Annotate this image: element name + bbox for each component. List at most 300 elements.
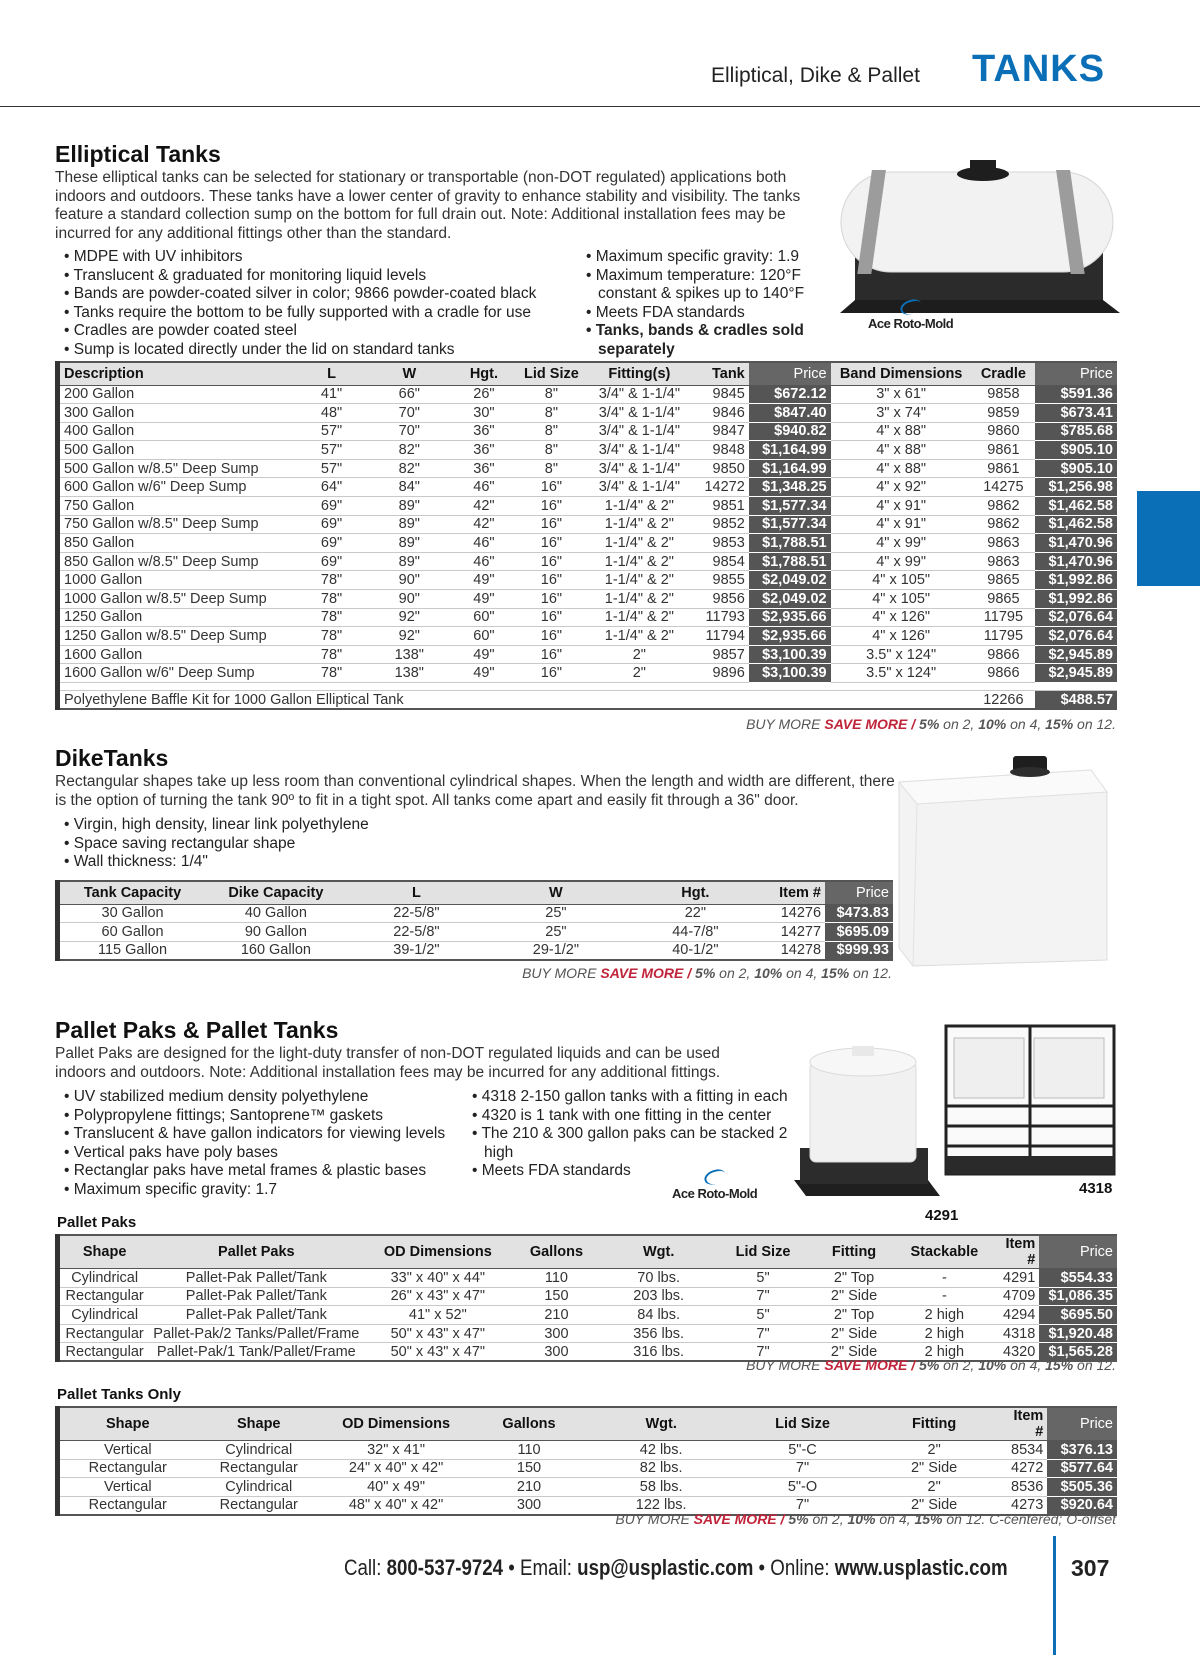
ace-roto-mold-logo: Ace Roto-Mold — [868, 300, 953, 331]
table-cell: 2" Side — [871, 1496, 998, 1515]
table-cell: 33" x 40" x 44" — [363, 1269, 512, 1288]
bullet: • The 210 & 300 gallon paks can be stacked 2 high — [472, 1125, 797, 1162]
table-cell: 850 Gallon w/8.5" Deep Sump — [58, 552, 295, 571]
price-cell: $505.36 — [1047, 1478, 1117, 1497]
page-number: 307 — [1071, 1555, 1110, 1581]
table-cell: 203 lbs. — [601, 1287, 717, 1306]
table-cell: Vertical — [58, 1478, 196, 1497]
table-cell: Rectangular — [196, 1496, 322, 1515]
table-cell: 3/4" & 1-1/4" — [585, 385, 693, 404]
column-header: Pallet Paks — [149, 1235, 363, 1269]
bullet: • Wall thickness: 1/4" — [64, 853, 564, 872]
table-cell: 16" — [518, 590, 585, 609]
table-cell: 84 lbs. — [601, 1306, 717, 1325]
bullet: • Maximum specific gravity: 1.7 — [64, 1181, 474, 1200]
price-cell: $847.40 — [749, 404, 831, 423]
table-cell: 1000 Gallon — [58, 571, 295, 590]
footer-divider — [1053, 1536, 1056, 1655]
table-cell: 850 Gallon — [58, 534, 295, 553]
table-cell: 22" — [626, 904, 765, 923]
table-cell: 8" — [518, 422, 585, 441]
column-header: Gallons — [470, 1407, 588, 1441]
bullet: • Tanks require the bottom to be fully supported with a cradle for use — [64, 304, 584, 323]
table-cell: 49" — [450, 664, 517, 683]
table-cell: 9863 — [972, 534, 1035, 553]
section-brand-title: TANKS — [972, 48, 1106, 90]
table-cell: 2" Side — [809, 1324, 899, 1343]
pallet-tanks-caption: Pallet Tanks Only — [57, 1386, 181, 1403]
table-cell: 9846 — [694, 404, 749, 423]
table-cell: Pallet-Pak/2 Tanks/Pallet/Frame — [149, 1324, 363, 1343]
table-cell: 4" x 91" — [831, 515, 972, 534]
table-cell: 70 lbs. — [601, 1269, 717, 1288]
price-cell: $1,577.34 — [749, 497, 831, 516]
table-cell: 78" — [295, 645, 369, 664]
table-row — [58, 1441, 1118, 1460]
price-cell: $1,462.58 — [1035, 515, 1117, 534]
column-header: W — [368, 362, 450, 385]
table-cell: Vertical — [58, 1441, 196, 1460]
table-cell: 42" — [450, 497, 517, 516]
table-row — [58, 478, 1118, 497]
image-label-4318: 4318 — [1079, 1180, 1113, 1197]
table-cell: 14277 — [765, 923, 825, 942]
pallet-intro: Pallet Paks are designed for the light-duty transfer of non-DOT regulated liquids and can be used indoors and outdoors. Note: Additional installation fees may be incurred for any additional fittings. — [55, 1045, 721, 1081]
website-link[interactable]: www.usplastic.com — [834, 1555, 1008, 1580]
table-row — [58, 923, 894, 942]
table-cell: 1-1/4" & 2" — [585, 552, 693, 571]
phone-link[interactable]: 800-537-9724 — [386, 1555, 504, 1580]
table-cell: 2 high — [899, 1306, 990, 1325]
bullet: • Meets FDA standards — [472, 1162, 797, 1181]
elliptical-intro: These elliptical tanks can be selected for stationary or transportable (non-DOT regulated) applications both indoors and outdoors. These tanks have a lower center of gravity to enhance stability and visibility. The tanks feature a standard collection sump on the bottom for full drain out. Note: Additional installation fees may be incurred for any additional fittings other than the standard. — [55, 169, 801, 242]
table-row — [58, 1324, 1118, 1343]
table-cell: 49" — [450, 645, 517, 664]
table-row — [58, 1269, 1118, 1288]
pallet-paks-caption: Pallet Paks — [57, 1214, 137, 1231]
table-cell: 122 lbs. — [588, 1496, 735, 1515]
table-cell: 2" Top — [809, 1269, 899, 1288]
table-cell: 9852 — [694, 515, 749, 534]
table-row — [58, 497, 1118, 516]
table-cell: 40" x 49" — [322, 1478, 470, 1497]
table-cell: 9850 — [694, 459, 749, 478]
table-cell: 11795 — [972, 627, 1035, 646]
table-row — [58, 608, 1118, 627]
table-cell: 3/4" & 1-1/4" — [585, 441, 693, 460]
table-cell: 4" x 99" — [831, 534, 972, 553]
column-header: L — [295, 362, 369, 385]
table-cell: Cylindrical — [196, 1441, 322, 1460]
price-cell: $577.64 — [1047, 1459, 1117, 1478]
price-cell: $695.50 — [1039, 1306, 1117, 1325]
table-cell: 69" — [295, 552, 369, 571]
table-cell: 110 — [512, 1269, 600, 1288]
pallet-pak-rectangular-image — [942, 1018, 1116, 1178]
table-cell: 78" — [295, 590, 369, 609]
price-cell: $1,788.51 — [749, 534, 831, 553]
table-cell: 9865 — [972, 571, 1035, 590]
price-cell: $1,256.98 — [1035, 478, 1117, 497]
table-cell: 82" — [368, 459, 450, 478]
table-cell: Rectangular — [58, 1324, 150, 1343]
table-cell: 4" x 92" — [831, 478, 972, 497]
price-cell: $2,076.64 — [1035, 627, 1117, 646]
table-cell: 1600 Gallon w/6" Deep Sump — [58, 664, 295, 683]
bullet: • Space saving rectangular shape — [64, 835, 564, 854]
table-cell: 4" x 105" — [831, 590, 972, 609]
table-cell: 69" — [295, 515, 369, 534]
table-cell: 1600 Gallon — [58, 645, 295, 664]
table-cell: 4" x 126" — [831, 608, 972, 627]
column-header: Item # — [998, 1407, 1048, 1441]
bullet: • 4320 is 1 tank with one fitting in the center — [472, 1107, 797, 1126]
table-cell: 9851 — [694, 497, 749, 516]
column-header: OD Dimensions — [363, 1235, 512, 1269]
table-cell: 22-5/8" — [347, 923, 486, 942]
table-row — [58, 1478, 1118, 1497]
table-cell: 82" — [368, 441, 450, 460]
ace-roto-mold-logo: Ace Roto-Mold — [672, 1170, 757, 1201]
table-cell: 9859 — [972, 404, 1035, 423]
table-cell: 7" — [717, 1324, 809, 1343]
buy-more-note-pallet-tanks: BUY MORE SAVE MORE / 5% on 2, 10% on 4, 15% on 12. C-centered; O-offset — [615, 1511, 1116, 1527]
table-cell: 64" — [295, 478, 369, 497]
table-cell: 90" — [368, 590, 450, 609]
buy-more-note-paks: BUY MORE SAVE MORE / 5% on 2, 10% on 4, 15% on 12. — [746, 1357, 1116, 1373]
table-cell: 1000 Gallon w/8.5" Deep Sump — [58, 590, 295, 609]
table-row — [58, 1459, 1118, 1478]
table-cell: 78" — [295, 608, 369, 627]
table-cell: 16" — [518, 664, 585, 683]
table-cell: 3/4" & 1-1/4" — [585, 422, 693, 441]
price-cell: $672.12 — [749, 385, 831, 404]
table-cell: Rectangular — [58, 1343, 150, 1362]
table-cell: 200 Gallon — [58, 385, 295, 404]
price-cell: $940.82 — [749, 422, 831, 441]
bullet: • Vertical paks have poly bases — [64, 1144, 474, 1163]
column-header: Price — [1039, 1235, 1117, 1269]
price-cell: $1,348.25 — [749, 478, 831, 497]
column-header: Fitting — [871, 1407, 998, 1441]
table-cell: 8534 — [998, 1441, 1048, 1460]
table-cell: 70" — [368, 422, 450, 441]
table-cell: 2" — [871, 1441, 998, 1460]
table-cell: 69" — [295, 497, 369, 516]
column-header: Wgt. — [601, 1235, 717, 1269]
table-cell: Cylindrical — [58, 1306, 150, 1325]
column-header: Shape — [196, 1407, 322, 1441]
bullet: • Cradles are powder coated steel — [64, 322, 584, 341]
table-cell: 9896 — [694, 664, 749, 683]
table-cell: 3.5" x 124" — [831, 664, 972, 683]
table-cell: 4272 — [998, 1459, 1048, 1478]
table-cell: 14278 — [765, 941, 825, 960]
table-cell: 30 Gallon — [58, 904, 206, 923]
table-cell: 300 — [512, 1343, 600, 1362]
table-cell: 22-5/8" — [347, 904, 486, 923]
table-cell: 48" x 40" x 42" — [322, 1496, 470, 1515]
bullet: • Polypropylene fittings; Santoprene™ gaskets — [64, 1107, 474, 1126]
pallet-paks-table — [55, 1234, 1117, 1362]
table-cell: 2" Side — [809, 1287, 899, 1306]
price-cell: $2,945.89 — [1035, 645, 1117, 664]
table-row — [58, 627, 1118, 646]
table-cell: 9858 — [972, 385, 1035, 404]
table-cell: 58 lbs. — [588, 1478, 735, 1497]
table-cell: 3.5" x 124" — [831, 645, 972, 664]
dike-price-table — [55, 880, 893, 961]
bullet: • Translucent & graduated for monitoring liquid levels — [64, 267, 584, 286]
column-header: Item # — [990, 1235, 1039, 1269]
contact-footer: Call: 800-537-9724 • Email: usp@usplastic.com • Online: www.usplastic.com — [344, 1555, 1008, 1580]
column-header: W — [486, 881, 625, 904]
table-cell: 25" — [486, 923, 625, 942]
table-cell: 90 Gallon — [205, 923, 347, 942]
table-cell: 8" — [518, 404, 585, 423]
table-cell: 41" — [295, 385, 369, 404]
table-cell: 5"-O — [734, 1478, 870, 1497]
table-cell: 46" — [450, 552, 517, 571]
table-cell: 41" x 52" — [363, 1306, 512, 1325]
table-cell: 4709 — [990, 1287, 1039, 1306]
bullet: • Sump is located directly under the lid on standard tanks — [64, 341, 584, 360]
table-cell: 82 lbs. — [588, 1459, 735, 1478]
table-cell: 500 Gallon w/8.5" Deep Sump — [58, 459, 295, 478]
table-cell: 115 Gallon — [58, 941, 206, 960]
price-cell: $1,920.48 — [1039, 1324, 1117, 1343]
table-cell: 16" — [518, 515, 585, 534]
price-cell: $1,470.96 — [1035, 552, 1117, 571]
table-cell: 46" — [450, 478, 517, 497]
email-link[interactable]: usp@usplastic.com — [577, 1555, 754, 1580]
column-header: Fitting — [809, 1235, 899, 1269]
table-cell: 4" x 88" — [831, 422, 972, 441]
dike-bullets — [64, 816, 564, 872]
column-header: Lid Size — [518, 362, 585, 385]
table-cell: 46" — [450, 534, 517, 553]
table-cell: Pallet-Pak Pallet/Tank — [149, 1287, 363, 1306]
column-header: Price — [1047, 1407, 1117, 1441]
table-cell: 3" x 61" — [831, 385, 972, 404]
table-cell: 4" x 88" — [831, 441, 972, 460]
table-cell: 9854 — [694, 552, 749, 571]
price-cell: $591.36 — [1035, 385, 1117, 404]
table-row — [58, 645, 1118, 664]
table-cell: 39-1/2" — [347, 941, 486, 960]
column-header: Gallons — [512, 1235, 600, 1269]
column-header: L — [347, 881, 486, 904]
table-cell: 9855 — [694, 571, 749, 590]
table-cell: - — [899, 1287, 990, 1306]
table-cell: 2" Top — [809, 1306, 899, 1325]
table-cell: Rectangular — [196, 1459, 322, 1478]
bullet: • Virgin, high density, linear link polyethylene — [64, 816, 564, 835]
price-cell: $920.64 — [1047, 1496, 1117, 1515]
table-cell: 16" — [518, 571, 585, 590]
price-cell: $1,086.35 — [1039, 1287, 1117, 1306]
table-cell: 1-1/4" & 2" — [585, 608, 693, 627]
price-cell: $695.09 — [825, 923, 893, 942]
table-cell: 3" x 74" — [831, 404, 972, 423]
column-header: Lid Size — [734, 1407, 870, 1441]
column-header: Dike Capacity — [205, 881, 347, 904]
table-cell: 92" — [368, 608, 450, 627]
price-cell: $2,049.02 — [749, 590, 831, 609]
price-cell: $905.10 — [1035, 459, 1117, 478]
table-cell: 150 — [470, 1459, 588, 1478]
table-cell: Rectangular — [58, 1287, 150, 1306]
price-cell: $1,462.58 — [1035, 497, 1117, 516]
price-cell: $2,076.64 — [1035, 608, 1117, 627]
dike-title: DikeTanks — [55, 745, 169, 771]
column-header: Lid Size — [717, 1235, 809, 1269]
table-cell: 40-1/2" — [626, 941, 765, 960]
price-cell: $1,992.86 — [1035, 590, 1117, 609]
table-cell: 50" x 43" x 47" — [363, 1324, 512, 1343]
pallet-pak-cylinder-image — [788, 1040, 943, 1210]
column-header: Tank Capacity — [58, 881, 206, 904]
table-row — [58, 385, 1118, 404]
table-cell: 2" — [871, 1478, 998, 1497]
pallet-bullets-right — [472, 1088, 797, 1181]
table-cell: Rectangular — [58, 1459, 196, 1478]
table-cell: 26" — [450, 385, 517, 404]
price-cell: $554.33 — [1039, 1269, 1117, 1288]
elliptical-price-table — [55, 361, 1117, 710]
table-cell: 90" — [368, 571, 450, 590]
column-header: Item # — [765, 881, 825, 904]
table-cell: Cylindrical — [58, 1269, 150, 1288]
table-cell: 9866 — [972, 664, 1035, 683]
table-cell: 9862 — [972, 497, 1035, 516]
table-cell: 78" — [295, 627, 369, 646]
column-header: Hgt. — [626, 881, 765, 904]
column-header: Stackable — [899, 1235, 990, 1269]
column-header: Hgt. — [450, 362, 517, 385]
section-subtitle: Elliptical, Dike & Pallet — [711, 64, 920, 87]
column-header: Shape — [58, 1235, 150, 1269]
price-cell: $1,164.99 — [749, 441, 831, 460]
bullet: • Maximum temperature: 120°F constant & spikes up to 140°F — [586, 267, 826, 304]
elliptical-bullets-right — [586, 248, 826, 359]
table-cell: 9866 — [972, 645, 1035, 664]
table-row — [58, 590, 1118, 609]
table-cell: 16" — [518, 627, 585, 646]
table-cell: 600 Gallon w/6" Deep Sump — [58, 478, 295, 497]
table-cell: 9845 — [694, 385, 749, 404]
table-cell: 14276 — [765, 904, 825, 923]
table-cell: 57" — [295, 459, 369, 478]
price-cell: $905.10 — [1035, 441, 1117, 460]
baffle-kit-row — [58, 691, 1118, 710]
table-row — [58, 515, 1118, 534]
table-cell: 5" — [717, 1306, 809, 1325]
table-cell: 4" x 99" — [831, 552, 972, 571]
table-row — [58, 404, 1118, 423]
table-cell: 26" x 43" x 47" — [363, 1287, 512, 1306]
table-cell: 49" — [450, 590, 517, 609]
table-cell: 9857 — [694, 645, 749, 664]
table-cell: 49" — [450, 571, 517, 590]
table-cell: 300 — [470, 1496, 588, 1515]
table-cell: 7" — [717, 1343, 809, 1362]
table-cell: 89" — [368, 515, 450, 534]
price-cell: $1,565.28 — [1039, 1343, 1117, 1362]
table-cell: 9853 — [694, 534, 749, 553]
table-cell: 5" — [717, 1269, 809, 1288]
table-row — [58, 1306, 1118, 1325]
table-cell: 7" — [734, 1496, 870, 1515]
table-cell: 9861 — [972, 441, 1035, 460]
table-cell: 4273 — [998, 1496, 1048, 1515]
spacer-row — [58, 683, 1118, 691]
side-tab-marker — [1137, 491, 1200, 586]
table-cell: 57" — [295, 422, 369, 441]
table-cell: 11793 — [694, 608, 749, 627]
dike-tank-image — [893, 752, 1115, 972]
table-cell: 14272 — [694, 478, 749, 497]
table-cell: 24" x 40" x 42" — [322, 1459, 470, 1478]
table-cell: 4294 — [990, 1306, 1039, 1325]
table-cell: 16" — [518, 497, 585, 516]
table-cell: 2" Side — [871, 1459, 998, 1478]
table-row — [58, 904, 894, 923]
price-cell: $2,945.89 — [1035, 664, 1117, 683]
column-header: Wgt. — [588, 1407, 735, 1441]
bullet: • 4318 2-150 gallon tanks with a fitting in each — [472, 1088, 797, 1107]
table-cell: 11795 — [972, 608, 1035, 627]
table-cell: 4318 — [990, 1324, 1039, 1343]
table-cell: 16" — [518, 645, 585, 664]
table-cell: 1-1/4" & 2" — [585, 497, 693, 516]
table-cell: 2 high — [899, 1324, 990, 1343]
table-cell: 9863 — [972, 552, 1035, 571]
column-header: Tank — [694, 362, 749, 385]
table-cell: 50" x 43" x 47" — [363, 1343, 512, 1362]
table-cell: Pallet-Pak/1 Tank/Pallet/Frame — [149, 1343, 363, 1362]
table-cell: 78" — [295, 571, 369, 590]
table-row — [58, 422, 1118, 441]
bullet: • MDPE with UV inhibitors — [64, 248, 584, 267]
table-cell: 1250 Gallon w/8.5" Deep Sump — [58, 627, 295, 646]
table-row — [58, 1287, 1118, 1306]
table-cell: 750 Gallon w/8.5" Deep Sump — [58, 515, 295, 534]
table-cell: Cylindrical — [196, 1478, 322, 1497]
table-cell: 89" — [368, 534, 450, 553]
price-cell: $376.13 — [1047, 1441, 1117, 1460]
table-cell: 9848 — [694, 441, 749, 460]
table-cell: 1-1/4" & 2" — [585, 515, 693, 534]
table-cell: 138" — [368, 645, 450, 664]
table-cell: 2" Side — [809, 1343, 899, 1362]
table-cell: 9856 — [694, 590, 749, 609]
table-row — [58, 459, 1118, 478]
table-cell: 4320 — [990, 1343, 1039, 1362]
table-cell: 69" — [295, 534, 369, 553]
table-cell: 1-1/4" & 2" — [585, 627, 693, 646]
table-cell: 400 Gallon — [58, 422, 295, 441]
price-cell: $488.57 — [1035, 691, 1117, 710]
column-header: Price — [825, 881, 893, 904]
table-cell: 4291 — [990, 1269, 1039, 1288]
table-cell: 5"-C — [734, 1441, 870, 1460]
table-cell: 89" — [368, 552, 450, 571]
table-cell: 300 Gallon — [58, 404, 295, 423]
price-cell: $1,992.86 — [1035, 571, 1117, 590]
table-cell: 42 lbs. — [588, 1441, 735, 1460]
table-cell: 4" x 91" — [831, 497, 972, 516]
